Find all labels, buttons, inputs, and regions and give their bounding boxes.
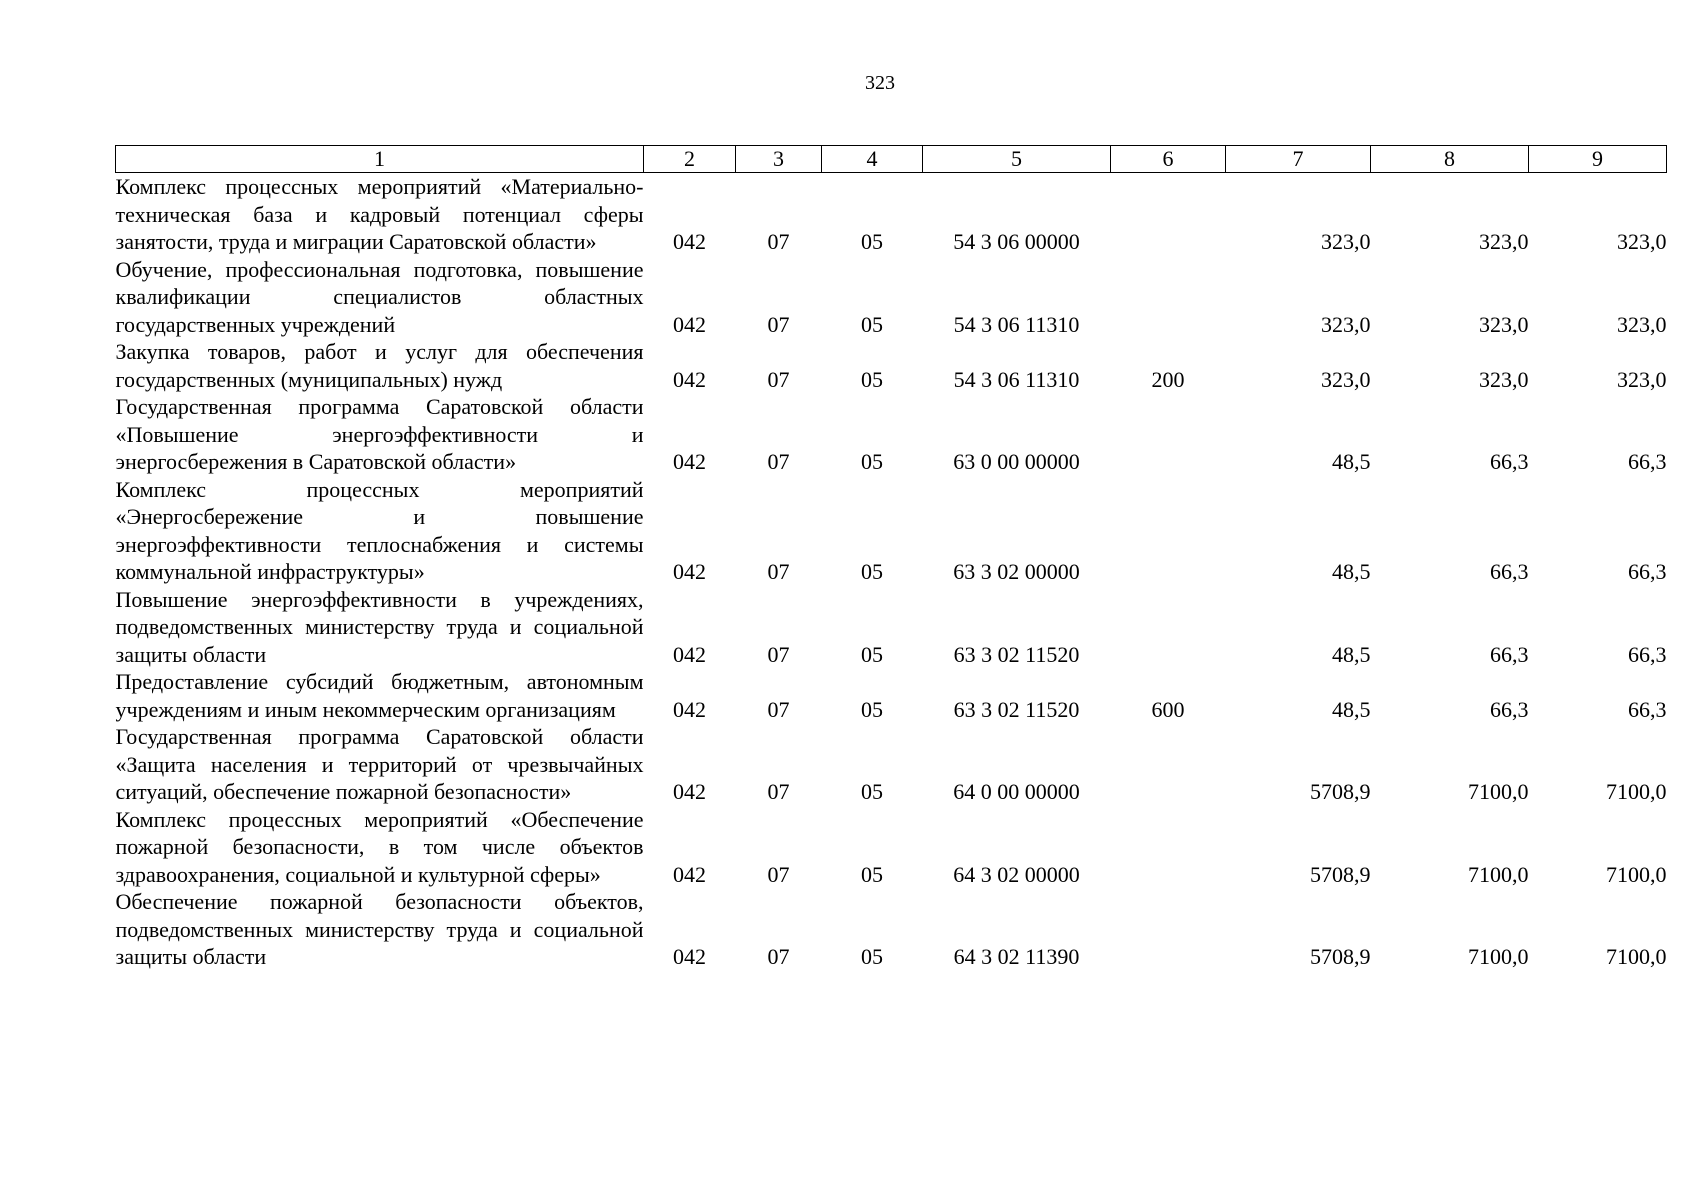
- row-code-vr: [1111, 476, 1226, 586]
- row-amount-2: 323,0: [1479, 311, 1529, 337]
- table-row: [116, 668, 1667, 723]
- row-code-rz: 07: [767, 366, 790, 392]
- row-amount-3: 7100,0: [1606, 861, 1667, 887]
- row-code-rz: 07: [767, 779, 790, 804]
- row-amount-2: 323,0: [1479, 229, 1529, 254]
- row-code-vr: [1111, 256, 1226, 339]
- row-name: Комплекс процессных мероприятий «Материально-техническая база и кадровый потенциал сферы занятости, труда и миграции Саратовской области»: [115, 174, 644, 254]
- row-code-vr: 600: [1151, 696, 1185, 722]
- row-amount-3: 66,3: [1628, 449, 1667, 474]
- table-row: [116, 338, 1667, 393]
- row-code-rz: 07: [767, 641, 790, 667]
- row-code-rz: 07: [767, 944, 790, 969]
- row-code-rz: 07: [767, 861, 790, 887]
- row-name: Повышение энергоэффективности в учреждениях, подведомственных министерству труда и социальной защиты области: [115, 586, 644, 667]
- row-amount-1: 323,0: [1321, 366, 1371, 392]
- row-amount-3: 323,0: [1617, 229, 1667, 254]
- table-row: [116, 723, 1667, 806]
- row-code-vr: [1111, 393, 1226, 476]
- row-code-csr: 63 3 02 00000: [953, 559, 1080, 584]
- row-amount-2: 66,3: [1490, 696, 1529, 722]
- table-row: [116, 806, 1667, 889]
- row-code-pr: 05: [861, 641, 883, 667]
- header-col-4: 4: [822, 146, 923, 173]
- header-col-5: 5: [923, 146, 1111, 173]
- table-row: [116, 888, 1667, 971]
- row-amount-1: 48,5: [1332, 449, 1371, 474]
- header-col-3: 3: [736, 146, 822, 173]
- row-code-pr: 05: [861, 366, 883, 392]
- row-amount-2: 323,0: [1479, 366, 1529, 392]
- row-code-pr: 05: [861, 696, 883, 722]
- row-amount-1: 323,0: [1321, 311, 1371, 337]
- table-row: [116, 586, 1667, 669]
- row-amount-1: 5708,9: [1310, 861, 1371, 887]
- header-col-2: 2: [644, 146, 736, 173]
- row-code-gr: 042: [673, 229, 706, 254]
- row-amount-2: 66,3: [1490, 559, 1529, 584]
- row-code-csr: 63 3 02 11520: [953, 641, 1080, 667]
- row-code-gr: 042: [673, 944, 706, 969]
- row-code-gr: 042: [673, 559, 706, 584]
- header-col-1: 1: [116, 146, 644, 173]
- row-code-vr: [1111, 888, 1226, 971]
- row-code-csr: 64 3 02 11390: [953, 944, 1080, 969]
- row-amount-1: 323,0: [1321, 229, 1371, 254]
- header-col-7: 7: [1226, 146, 1371, 173]
- row-code-csr: 63 3 02 11520: [953, 696, 1080, 722]
- column-number-header: [116, 146, 1667, 173]
- row-code-rz: 07: [767, 559, 790, 584]
- row-amount-3: 66,3: [1628, 641, 1667, 667]
- row-code-gr: 042: [673, 696, 706, 722]
- row-amount-3: 7100,0: [1606, 944, 1667, 969]
- row-name: Обеспечение пожарной безопасности объектов, подведомственных министерству труда и социальной защиты области: [115, 889, 644, 969]
- table-row: [116, 256, 1667, 339]
- row-name: Государственная программа Саратовской области «Повышение энергоэффективности и энергосбережения в Саратовской области»: [115, 394, 644, 474]
- table-row: [116, 173, 1667, 256]
- row-amount-3: 7100,0: [1606, 779, 1667, 804]
- row-code-rz: 07: [767, 696, 790, 722]
- header-col-6: 6: [1111, 146, 1226, 173]
- row-name: Закупка товаров, работ и услуг для обеспечения государственных (муниципальных) нужд: [115, 339, 644, 392]
- budget-table: [115, 145, 1667, 971]
- row-code-rz: 07: [767, 311, 790, 337]
- row-code-pr: 05: [861, 779, 883, 804]
- row-amount-2: 66,3: [1490, 449, 1529, 474]
- row-amount-1: 48,5: [1332, 641, 1371, 667]
- row-code-gr: 042: [673, 311, 706, 337]
- row-code-rz: 07: [767, 229, 790, 254]
- row-code-csr: 54 3 06 11310: [953, 311, 1080, 337]
- row-amount-3: 66,3: [1628, 696, 1667, 722]
- table-row: [116, 393, 1667, 476]
- row-code-gr: 042: [673, 641, 706, 667]
- row-amount-2: 66,3: [1490, 641, 1529, 667]
- header-col-8: 8: [1371, 146, 1529, 173]
- row-code-pr: 05: [861, 449, 883, 474]
- row-code-pr: 05: [861, 311, 883, 337]
- row-amount-3: 323,0: [1617, 311, 1667, 337]
- row-amount-1: 48,5: [1332, 559, 1371, 584]
- row-amount-2: 7100,0: [1468, 779, 1529, 804]
- row-amount-2: 7100,0: [1468, 861, 1529, 887]
- row-code-vr: 200: [1151, 366, 1185, 392]
- row-amount-3: 323,0: [1617, 366, 1667, 392]
- row-code-pr: 05: [861, 861, 883, 887]
- row-amount-1: 5708,9: [1310, 944, 1371, 969]
- page-number: 323: [865, 72, 895, 94]
- row-amount-3: 66,3: [1628, 559, 1667, 584]
- row-code-vr: [1111, 586, 1226, 669]
- row-code-csr: 54 3 06 00000: [953, 229, 1080, 254]
- row-code-gr: 042: [673, 779, 706, 804]
- header-col-9: 9: [1529, 146, 1667, 173]
- row-code-pr: 05: [861, 559, 883, 584]
- row-code-pr: 05: [861, 229, 883, 254]
- row-code-csr: 54 3 06 11310: [953, 366, 1080, 392]
- row-code-csr: 64 0 00 00000: [953, 779, 1080, 804]
- row-amount-1: 5708,9: [1310, 779, 1371, 804]
- row-name: Обучение, профессиональная подготовка, повышение квалификации специалистов областных государственных учреждений: [115, 256, 644, 337]
- row-name: Предоставление субсидий бюджетным, автономным учреждениям и иным некоммерческим организациям: [115, 669, 644, 722]
- row-name: Государственная программа Саратовской области «Защита населения и территорий от чрезвычайных ситуаций, обеспечение пожарной безопасности»: [115, 724, 644, 804]
- row-code-vr: [1111, 723, 1226, 806]
- row-amount-2: 7100,0: [1468, 944, 1529, 969]
- table-row: [116, 476, 1667, 586]
- row-code-gr: 042: [673, 861, 706, 887]
- row-code-vr: [1111, 806, 1226, 889]
- row-code-csr: 63 0 00 00000: [953, 449, 1080, 474]
- row-amount-1: 48,5: [1332, 696, 1371, 722]
- row-code-pr: 05: [861, 944, 883, 969]
- row-code-rz: 07: [767, 449, 790, 474]
- row-code-vr: [1111, 173, 1226, 256]
- row-code-csr: 64 3 02 00000: [953, 861, 1080, 887]
- row-code-gr: 042: [673, 366, 706, 392]
- row-name: Комплекс процессных мероприятий «Обеспечение пожарной безопасности, в том числе объектов здравоохранения, социальной и культурной сферы»: [115, 806, 644, 887]
- row-code-gr: 042: [673, 449, 706, 474]
- row-name: Комплекс процессных мероприятий «Энергосбережение и повышение энергоэффективности теплоснабжения и системы коммунальной инфраструктуры»: [115, 476, 644, 584]
